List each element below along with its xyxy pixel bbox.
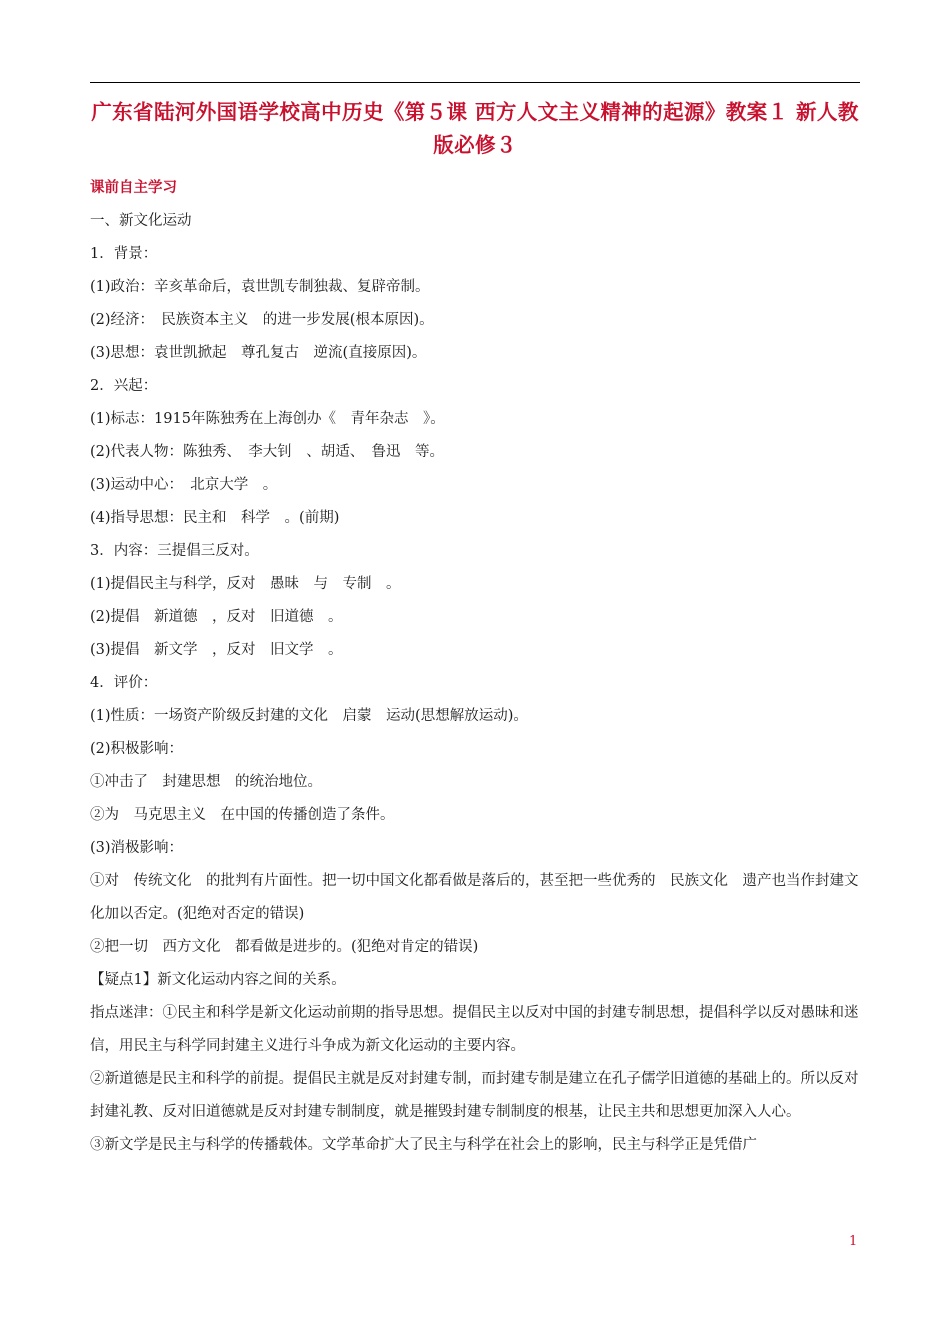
paragraph-guidance-3: ③新文学是民主与科学的传播载体。文学革命扩大了民主与科学在社会上的影响，民主与科学正是凭借广 bbox=[90, 1137, 757, 1153]
paragraph-guidance-2: ②新道德是民主和科学的前提。提倡民主就是反对封建专制，而封建专制是建立在孔子儒学旧道德的基础上的。所以反对封建礼教、反对旧道德就是反对封建专制制度，就是摧毁封建专制制度的根基，让民主共和思想更加深入人心。 bbox=[90, 1071, 859, 1120]
paragraph-negative-1: ①对 传统文化 的批判有片面性。把一切中国文化都看做是落后的，甚至把一些优秀的 民族文化 遗产也当作封建文化加以否定。(犯绝对否定的错误) bbox=[90, 873, 859, 922]
item-positive-impact: (2)积极影响： bbox=[90, 741, 184, 757]
item-positive-1: ①冲击了 封建思想 的统治地位。 bbox=[90, 774, 322, 790]
item-rise: 2．兴起： bbox=[90, 378, 158, 394]
document-title: 广东省陆河外国语学校高中历史《第５课 西方人文主义精神的起源》教案１ 新人教版必修３ bbox=[91, 100, 859, 157]
item-content-3: (3)提倡 新文学 ，反对 旧文学 。 bbox=[90, 642, 343, 658]
paragraph-negative-2: ②把一切 西方文化 都看做是进步的。(犯绝对肯定的错误) bbox=[90, 939, 479, 955]
item-evaluation: 4．评价： bbox=[90, 675, 158, 691]
paragraph-guidance-1: 指点迷津：①民主和科学是新文化运动前期的指导思想。提倡民主以反对中国的封建专制思想，提倡科学以反对愚昧和迷信，用民主与科学同封建主义进行斗争成为新文化运动的主要内容。 bbox=[90, 1005, 859, 1054]
page-number: 1 bbox=[849, 1234, 858, 1249]
item-content: 3．内容：三提倡三反对。 bbox=[90, 543, 259, 559]
item-politics: (1)政治：辛亥革命后，袁世凯专制独裁、复辟帝制。 bbox=[90, 279, 430, 295]
item-nature: (1)性质：一场资产阶级反封建的文化 启蒙 运动(思想解放运动)。 bbox=[90, 708, 528, 724]
item-thought: (3)思想：袁世凯掀起 尊孔复古 逆流(直接原因)。 bbox=[90, 345, 427, 361]
item-economy: (2)经济： 民族资本主义 的进一步发展(根本原因)。 bbox=[90, 312, 434, 328]
item-center: (3)运动中心： 北京大学 。 bbox=[90, 477, 278, 493]
item-negative-impact: (3)消极影响： bbox=[90, 840, 184, 856]
item-representatives: (2)代表人物：陈独秀、 李大钊 、胡适、 鲁迅 等。 bbox=[90, 444, 445, 460]
item-content-2: (2)提倡 新道德 ，反对 旧道德 。 bbox=[90, 609, 343, 625]
item-symbol: (1)标志：1915年陈独秀在上海创办《 青年杂志 》。 bbox=[90, 411, 445, 427]
item-content-1: (1)提倡民主与科学，反对 愚昧 与 专制 。 bbox=[90, 576, 401, 592]
doubt-point-1: 【疑点1】新文化运动内容之间的关系。 bbox=[90, 972, 346, 988]
item-guiding-thought: (4)指导思想：民主和 科学 。(前期) bbox=[90, 510, 340, 526]
heading-new-culture-movement: 一、新文化运动 bbox=[90, 213, 192, 229]
item-positive-2: ②为 马克思主义 在中国的传播创造了条件。 bbox=[90, 807, 395, 823]
document-body bbox=[90, 172, 862, 1162]
section-heading: 课前自主学习 bbox=[90, 180, 177, 196]
header-rule bbox=[90, 82, 860, 83]
item-background: 1．背景： bbox=[90, 246, 158, 262]
